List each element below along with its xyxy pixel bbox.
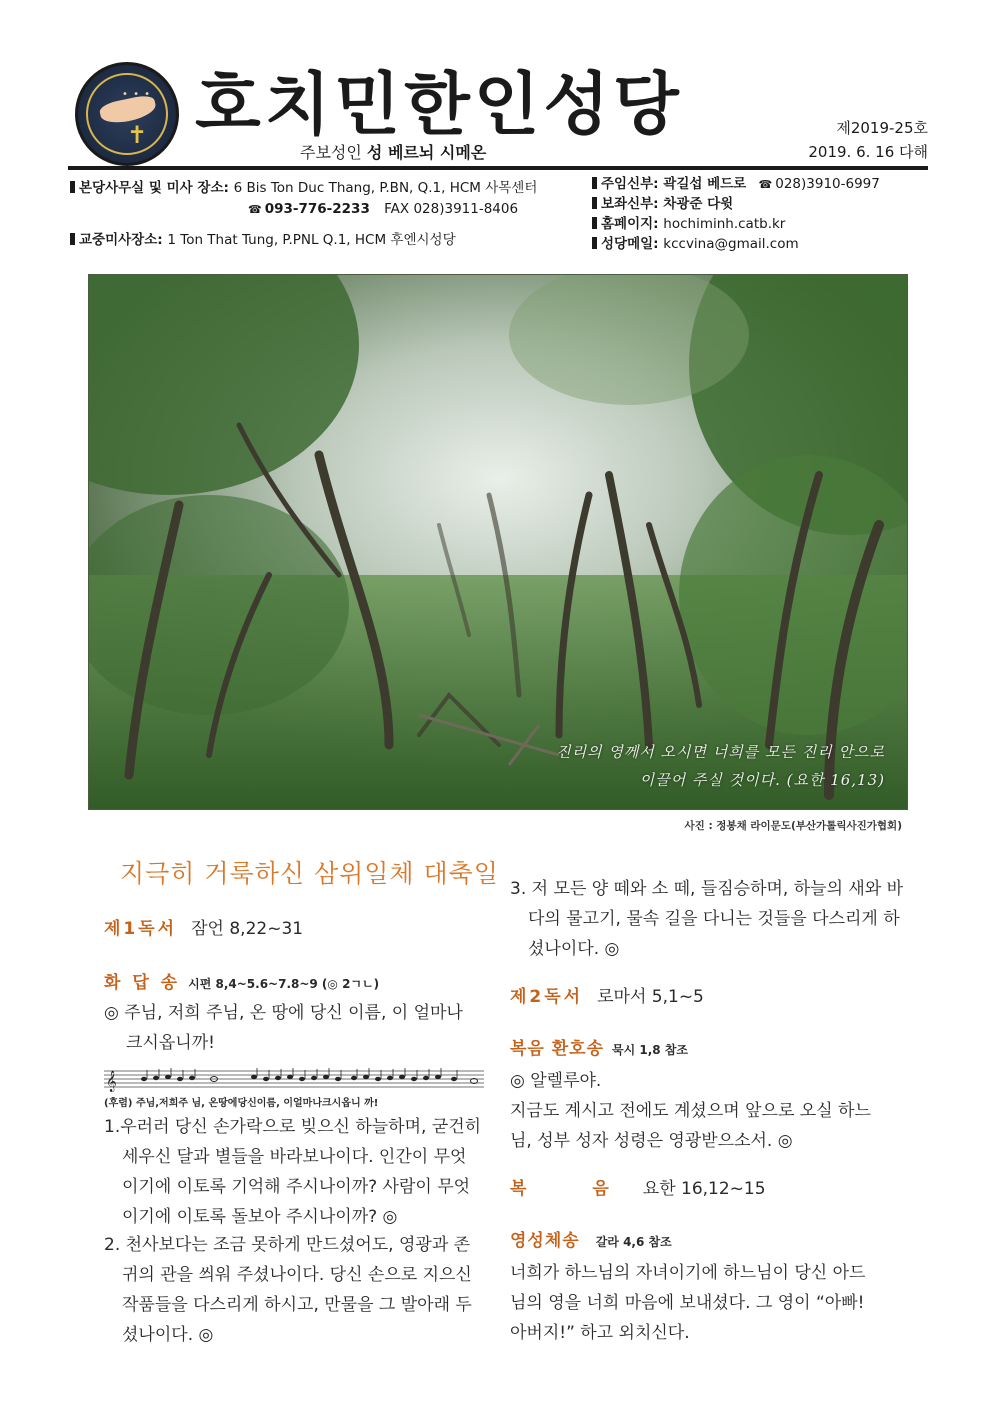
pastor-phone: 028)3910-6997 xyxy=(775,176,880,192)
pastor-label: 주임신부 xyxy=(601,176,654,192)
psalm-verse-3 xyxy=(510,874,910,964)
email-link[interactable]: kccvina@gmail.com xyxy=(663,236,799,252)
music-note xyxy=(351,1076,357,1080)
music-note xyxy=(387,1076,393,1080)
bullet-square xyxy=(70,233,75,245)
issue-info xyxy=(808,116,928,164)
assistant-label: 보좌신부 xyxy=(601,196,654,212)
patron-name: 성 베르뇌 시메온 xyxy=(366,143,487,162)
verse-line: 2. 천사보다는 조금 못하게 만드셨어도, 영광과 존 xyxy=(104,1235,471,1255)
bullet-square xyxy=(592,177,597,189)
music-note xyxy=(263,1077,269,1081)
alleluia-line: ◎ 알렐루야. xyxy=(510,1071,602,1091)
verse-line: 이기에 이토록 돌보아 주시나이까? ◎ xyxy=(122,1207,398,1227)
patron-saint xyxy=(300,140,486,163)
mass-line: 교중미사장소: 1 Ton That Tung, P.PNL Q.1, HCM 후엔시성당 xyxy=(70,230,456,250)
communion-text xyxy=(510,1258,910,1348)
music-note xyxy=(323,1075,329,1079)
music-note xyxy=(423,1076,429,1080)
bullet-square xyxy=(70,181,75,193)
office-phone: 093-776-2233 xyxy=(264,201,370,217)
psalm-heading xyxy=(104,968,379,999)
email-line: 성당메일: kccvina@gmail.com xyxy=(592,234,799,254)
assistant-line: 보좌신부: 차광준 다윗 xyxy=(592,194,733,214)
pastor-line: 주임신부: 곽길섭 베드로 ☎ 028)3910-6997 xyxy=(592,174,880,195)
psalm-response-line: 크시옵니까! xyxy=(126,1033,215,1053)
music-note xyxy=(451,1077,457,1081)
gospel-label: 복 음 xyxy=(510,1179,639,1199)
psalm-response xyxy=(104,998,463,1058)
reading2-ref: 로마서 5,1~5 xyxy=(597,987,704,1007)
alleluia-line: 님, 성부 성자 성령은 영광받으소서. ◎ xyxy=(510,1131,793,1151)
office-fax: FAX 028)3911-8406 xyxy=(384,201,519,217)
email-label: 성당메일 xyxy=(601,236,654,252)
communion-ref: 갈라 4,6 참조 xyxy=(595,1235,672,1249)
communion-line: 님의 영을 너희 마음에 보내셨다. 그 영이 “아빠! xyxy=(510,1293,865,1313)
music-note xyxy=(287,1075,293,1079)
psalm-verse-1 xyxy=(104,1112,494,1232)
homepage-label: 홈페이지 xyxy=(601,216,654,232)
parish-logo xyxy=(75,62,179,166)
alleluia-line: 지금도 계시고 전에도 계셨으며 앞으로 오실 하느 xyxy=(510,1101,871,1121)
verse-line: 귀의 관을 씌워 주셨나이다. 당신 손으로 지으신 xyxy=(122,1265,472,1285)
header-divider xyxy=(68,166,928,170)
contact-line xyxy=(248,199,518,220)
photo-credit: 사진 : 정봉채 라이문도(부산가톨릭사진가협회) xyxy=(684,820,902,832)
bullet-square xyxy=(592,197,597,209)
alleluia-label: 복음 환호송 xyxy=(510,1039,605,1059)
music-note xyxy=(165,1075,171,1079)
music-lyrics: (후렴) 주님,저희주 님, 온땅에당신이름, 이얼마나크시옵니 까! xyxy=(104,1098,379,1109)
forest-image xyxy=(89,275,908,810)
reading1-label: 제1독서 xyxy=(104,919,178,939)
music-note xyxy=(299,1077,305,1081)
gospel xyxy=(510,1174,766,1204)
music-staff xyxy=(104,1066,484,1092)
pastor-name: 곽길섭 베드로 xyxy=(663,176,747,192)
communion-label: 영성체송 xyxy=(510,1231,580,1251)
mass-label: 교중미사장소 xyxy=(79,232,158,248)
music-note xyxy=(435,1075,441,1079)
communion-line: 너희가 하느님의 자녀이기에 하느님이 당신 아드 xyxy=(510,1263,866,1283)
office-label: 본당사무실 및 미사 장소 xyxy=(79,180,224,196)
verse-line: 3. 저 모든 양 떼와 소 떼, 들짐승하며, 하늘의 새와 바 xyxy=(510,879,904,899)
office-line: 본당사무실 및 미사 장소: 6 Bis Ton Duc Thang, P.BN, Q.1, HCM 사목센터 xyxy=(70,178,537,198)
bullet-square xyxy=(592,237,597,249)
verse-line: 셨나이다. ◎ xyxy=(528,939,620,959)
phone-icon: ☎ xyxy=(758,178,773,191)
psalm-response-line: ◎ 주님, 저희 주님, 온 땅에 당신 이름, 이 얼마나 xyxy=(104,1003,463,1023)
music-note xyxy=(177,1077,183,1081)
verse-line: 1.우러러 당신 손가락으로 빚으신 하늘하며, 굳건히 xyxy=(104,1117,482,1137)
psalm-verse-2 xyxy=(104,1230,494,1350)
assistant-name: 차광준 다윗 xyxy=(663,196,734,212)
phone-icon: ☎ xyxy=(248,203,262,216)
music-note xyxy=(399,1075,405,1079)
music-note xyxy=(375,1077,381,1081)
alleluia-ref: 묵시 1,8 참조 xyxy=(612,1043,689,1057)
verse-line: 셨나이다. ◎ xyxy=(122,1325,214,1345)
bulletin-title: 호치민한인성당 xyxy=(195,65,683,145)
music-note xyxy=(189,1076,195,1080)
music-note xyxy=(335,1077,341,1081)
homepage-line: 홈페이지: hochiminh.catb.kr xyxy=(592,214,785,234)
feast-title: 지극히 거룩하신 삼위일체 대축일 xyxy=(120,859,499,888)
psalm-ref: 시편 8,4~5.6~7.8~9 (◎ 2ㄱㄴ) xyxy=(188,977,380,991)
reading2 xyxy=(510,982,704,1012)
homepage-link[interactable]: hochiminh.catb.kr xyxy=(663,216,786,232)
reading1-ref: 잠언 8,22~31 xyxy=(191,919,304,939)
reading2-label: 제2독서 xyxy=(510,987,584,1007)
communion-heading xyxy=(510,1226,672,1257)
alleluia-heading xyxy=(510,1034,688,1065)
cross-icon: ✝ xyxy=(127,121,148,149)
office-address: 6 Bis Ton Duc Thang, P.BN, Q.1, HCM 사목센터 xyxy=(233,180,538,196)
svg-text:𝄞: 𝄞 xyxy=(106,1071,117,1092)
music-note xyxy=(411,1077,417,1081)
verse-line: 작품들을 다스리게 하시고, 만물을 그 발아래 두 xyxy=(122,1295,472,1315)
photo-caption-line1: 진리의 영께서 오시면 너희를 모든 진리 안으로 xyxy=(556,743,885,761)
music-note xyxy=(311,1076,317,1080)
photo-caption-line2: 이끌어 주실 것이다. (요한 16,13) xyxy=(639,771,885,789)
issue-number: 제2019-25호 xyxy=(836,119,928,137)
psalm-label: 화 답 송 xyxy=(104,973,181,993)
music-note xyxy=(251,1075,257,1079)
music-note xyxy=(275,1076,281,1080)
patron-prefix: 주보성인 xyxy=(300,143,362,162)
verse-line: 이기에 이토록 기억해 주시나이까? 사람이 무엇 xyxy=(122,1177,471,1197)
reading1 xyxy=(104,914,303,944)
mass-address: 1 Ton That Tung, P.PNL Q.1, HCM 후엔시성당 xyxy=(167,232,456,248)
music-note xyxy=(153,1076,159,1080)
gospel-ref: 요한 16,12~15 xyxy=(642,1179,766,1199)
music-note xyxy=(141,1077,147,1081)
verse-line: 세우신 달과 별들을 바라보나이다. 인간이 무엇 xyxy=(122,1147,467,1167)
rosary-icon: • • • xyxy=(122,89,152,100)
issue-date: 2019. 6. 16 다해 xyxy=(808,143,928,161)
communion-line: 아버지!” 하고 외치신다. xyxy=(510,1323,690,1343)
cover-photo xyxy=(88,274,908,810)
verse-line: 다의 물고기, 물속 길을 다니는 것들을 다스리게 하 xyxy=(528,909,900,929)
alleluia-text xyxy=(510,1066,910,1156)
music-note xyxy=(363,1075,369,1079)
bullet-square xyxy=(592,217,597,229)
